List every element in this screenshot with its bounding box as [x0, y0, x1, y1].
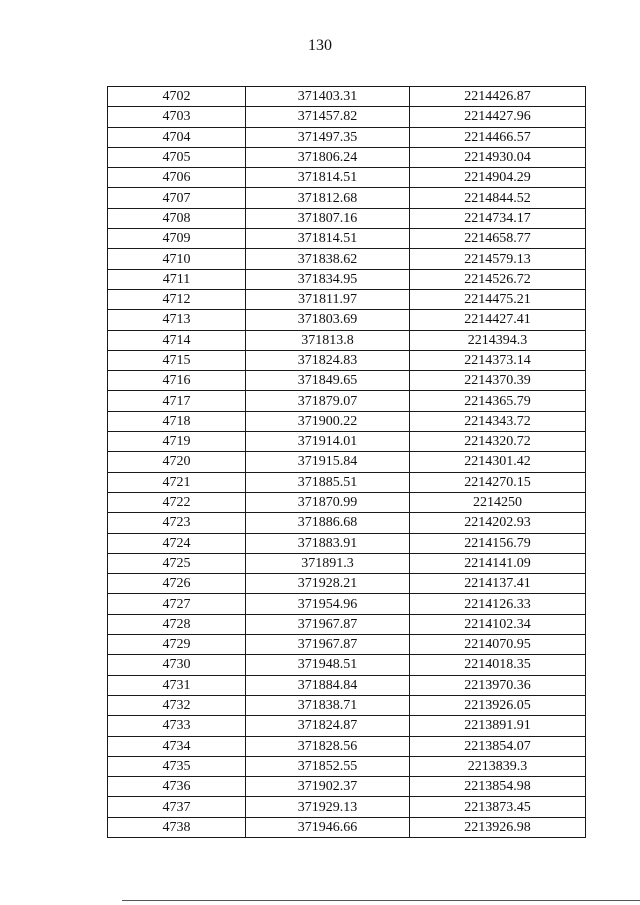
x-coordinate-cell: 371828.56 — [246, 736, 410, 756]
y-coordinate-cell: 2214844.52 — [410, 188, 586, 208]
table-row — [108, 472, 586, 492]
point-number-cell: 4737 — [108, 797, 246, 817]
x-coordinate-cell: 371403.31 — [246, 87, 410, 107]
x-coordinate-cell: 371948.51 — [246, 655, 410, 675]
y-coordinate-cell: 2214370.39 — [410, 371, 586, 391]
y-coordinate-cell: 2213854.98 — [410, 777, 586, 797]
x-coordinate-cell: 371834.95 — [246, 269, 410, 289]
table-row — [108, 289, 586, 309]
point-number-cell: 4705 — [108, 147, 246, 167]
y-coordinate-cell: 2214526.72 — [410, 269, 586, 289]
y-coordinate-cell: 2214475.21 — [410, 289, 586, 309]
table-row — [108, 716, 586, 736]
table-row — [108, 391, 586, 411]
y-coordinate-cell: 2214365.79 — [410, 391, 586, 411]
table-row — [108, 695, 586, 715]
table-row — [108, 229, 586, 249]
point-number-cell: 4722 — [108, 492, 246, 512]
y-coordinate-cell: 2214070.95 — [410, 635, 586, 655]
y-coordinate-cell: 2214141.09 — [410, 553, 586, 573]
x-coordinate-cell: 371838.62 — [246, 249, 410, 269]
y-coordinate-cell: 2214658.77 — [410, 229, 586, 249]
point-number-cell: 4704 — [108, 127, 246, 147]
table-row — [108, 614, 586, 634]
x-coordinate-cell: 371814.51 — [246, 168, 410, 188]
y-coordinate-cell: 2214466.57 — [410, 127, 586, 147]
y-coordinate-cell: 2214270.15 — [410, 472, 586, 492]
table-row — [108, 249, 586, 269]
point-number-cell: 4712 — [108, 289, 246, 309]
x-coordinate-cell: 371457.82 — [246, 107, 410, 127]
point-number-cell: 4717 — [108, 391, 246, 411]
table-row — [108, 127, 586, 147]
point-number-cell: 4702 — [108, 87, 246, 107]
x-coordinate-cell: 371891.3 — [246, 553, 410, 573]
x-coordinate-cell: 371914.01 — [246, 432, 410, 452]
x-coordinate-cell: 371812.68 — [246, 188, 410, 208]
y-coordinate-cell: 2214156.79 — [410, 533, 586, 553]
y-coordinate-cell: 2214930.04 — [410, 147, 586, 167]
x-coordinate-cell: 371883.91 — [246, 533, 410, 553]
x-coordinate-cell: 371807.16 — [246, 208, 410, 228]
point-number-cell: 4727 — [108, 594, 246, 614]
point-number-cell: 4713 — [108, 310, 246, 330]
y-coordinate-cell: 2214427.96 — [410, 107, 586, 127]
y-coordinate-cell: 2214250 — [410, 492, 586, 512]
point-number-cell: 4735 — [108, 756, 246, 776]
y-coordinate-cell: 2213970.36 — [410, 675, 586, 695]
table-row — [108, 635, 586, 655]
y-coordinate-cell: 2213926.98 — [410, 817, 586, 837]
x-coordinate-cell: 371946.66 — [246, 817, 410, 837]
point-number-cell: 4718 — [108, 411, 246, 431]
y-coordinate-cell: 2213873.45 — [410, 797, 586, 817]
table-row — [108, 655, 586, 675]
point-number-cell: 4709 — [108, 229, 246, 249]
y-coordinate-cell: 2213839.3 — [410, 756, 586, 776]
table-row — [108, 675, 586, 695]
table-row — [108, 492, 586, 512]
x-coordinate-cell: 371852.55 — [246, 756, 410, 776]
point-number-cell: 4738 — [108, 817, 246, 837]
y-coordinate-cell: 2214301.42 — [410, 452, 586, 472]
y-coordinate-cell: 2214343.72 — [410, 411, 586, 431]
y-coordinate-cell: 2214102.34 — [410, 614, 586, 634]
y-coordinate-cell: 2214426.87 — [410, 87, 586, 107]
point-number-cell: 4706 — [108, 168, 246, 188]
x-coordinate-cell: 371900.22 — [246, 411, 410, 431]
table-row — [108, 797, 586, 817]
x-coordinate-cell: 371497.35 — [246, 127, 410, 147]
table-row — [108, 208, 586, 228]
x-coordinate-cell: 371885.51 — [246, 472, 410, 492]
table-row — [108, 188, 586, 208]
x-coordinate-cell: 371929.13 — [246, 797, 410, 817]
point-number-cell: 4710 — [108, 249, 246, 269]
y-coordinate-cell: 2214904.29 — [410, 168, 586, 188]
table-row — [108, 513, 586, 533]
point-number-cell: 4715 — [108, 350, 246, 370]
table-row — [108, 553, 586, 573]
y-coordinate-cell: 2214579.13 — [410, 249, 586, 269]
point-number-cell: 4726 — [108, 574, 246, 594]
table-row — [108, 371, 586, 391]
x-coordinate-cell: 371954.96 — [246, 594, 410, 614]
x-coordinate-cell: 371806.24 — [246, 147, 410, 167]
table-row — [108, 310, 586, 330]
x-coordinate-cell: 371967.87 — [246, 635, 410, 655]
point-number-cell: 4707 — [108, 188, 246, 208]
y-coordinate-cell: 2214320.72 — [410, 432, 586, 452]
table-row — [108, 533, 586, 553]
table-row — [108, 330, 586, 350]
point-number-cell: 4720 — [108, 452, 246, 472]
point-number-cell: 4714 — [108, 330, 246, 350]
x-coordinate-cell: 371838.71 — [246, 695, 410, 715]
point-number-cell: 4731 — [108, 675, 246, 695]
point-number-cell: 4719 — [108, 432, 246, 452]
y-coordinate-cell: 2214137.41 — [410, 574, 586, 594]
x-coordinate-cell: 371849.65 — [246, 371, 410, 391]
table-row — [108, 574, 586, 594]
page-number: 130 — [308, 37, 332, 54]
x-coordinate-cell: 371813.8 — [246, 330, 410, 350]
table-row — [108, 411, 586, 431]
table-row — [108, 817, 586, 837]
point-number-cell: 4724 — [108, 533, 246, 553]
table-row — [108, 432, 586, 452]
table-row — [108, 269, 586, 289]
table-row — [108, 87, 586, 107]
point-number-cell: 4729 — [108, 635, 246, 655]
point-number-cell: 4723 — [108, 513, 246, 533]
y-coordinate-cell: 2213926.05 — [410, 695, 586, 715]
point-number-cell: 4733 — [108, 716, 246, 736]
y-coordinate-cell: 2213891.91 — [410, 716, 586, 736]
table-row — [108, 736, 586, 756]
bottom-rule — [122, 900, 640, 901]
point-number-cell: 4716 — [108, 371, 246, 391]
table-row — [108, 107, 586, 127]
table-row — [108, 168, 586, 188]
x-coordinate-cell: 371824.87 — [246, 716, 410, 736]
point-number-cell: 4734 — [108, 736, 246, 756]
y-coordinate-cell: 2214394.3 — [410, 330, 586, 350]
x-coordinate-cell: 371803.69 — [246, 310, 410, 330]
point-number-cell: 4736 — [108, 777, 246, 797]
x-coordinate-cell: 371884.84 — [246, 675, 410, 695]
x-coordinate-cell: 371915.84 — [246, 452, 410, 472]
y-coordinate-cell: 2213854.07 — [410, 736, 586, 756]
point-number-cell: 4708 — [108, 208, 246, 228]
table-row — [108, 147, 586, 167]
table-row — [108, 594, 586, 614]
x-coordinate-cell: 371811.97 — [246, 289, 410, 309]
x-coordinate-cell: 371928.21 — [246, 574, 410, 594]
x-coordinate-cell: 371879.07 — [246, 391, 410, 411]
point-number-cell: 4703 — [108, 107, 246, 127]
x-coordinate-cell: 371967.87 — [246, 614, 410, 634]
coordinates-table-body — [108, 87, 586, 838]
point-number-cell: 4721 — [108, 472, 246, 492]
point-number-cell: 4732 — [108, 695, 246, 715]
table-row — [108, 452, 586, 472]
x-coordinate-cell: 371902.37 — [246, 777, 410, 797]
y-coordinate-cell: 2214202.93 — [410, 513, 586, 533]
coordinates-table — [107, 86, 586, 838]
x-coordinate-cell: 371814.51 — [246, 229, 410, 249]
y-coordinate-cell: 2214427.41 — [410, 310, 586, 330]
y-coordinate-cell: 2214018.35 — [410, 655, 586, 675]
y-coordinate-cell: 2214734.17 — [410, 208, 586, 228]
point-number-cell: 4725 — [108, 553, 246, 573]
x-coordinate-cell: 371870.99 — [246, 492, 410, 512]
y-coordinate-cell: 2214373.14 — [410, 350, 586, 370]
point-number-cell: 4711 — [108, 269, 246, 289]
point-number-cell: 4730 — [108, 655, 246, 675]
x-coordinate-cell: 371824.83 — [246, 350, 410, 370]
table-row — [108, 756, 586, 776]
point-number-cell: 4728 — [108, 614, 246, 634]
x-coordinate-cell: 371886.68 — [246, 513, 410, 533]
y-coordinate-cell: 2214126.33 — [410, 594, 586, 614]
table-row — [108, 350, 586, 370]
table-row — [108, 777, 586, 797]
